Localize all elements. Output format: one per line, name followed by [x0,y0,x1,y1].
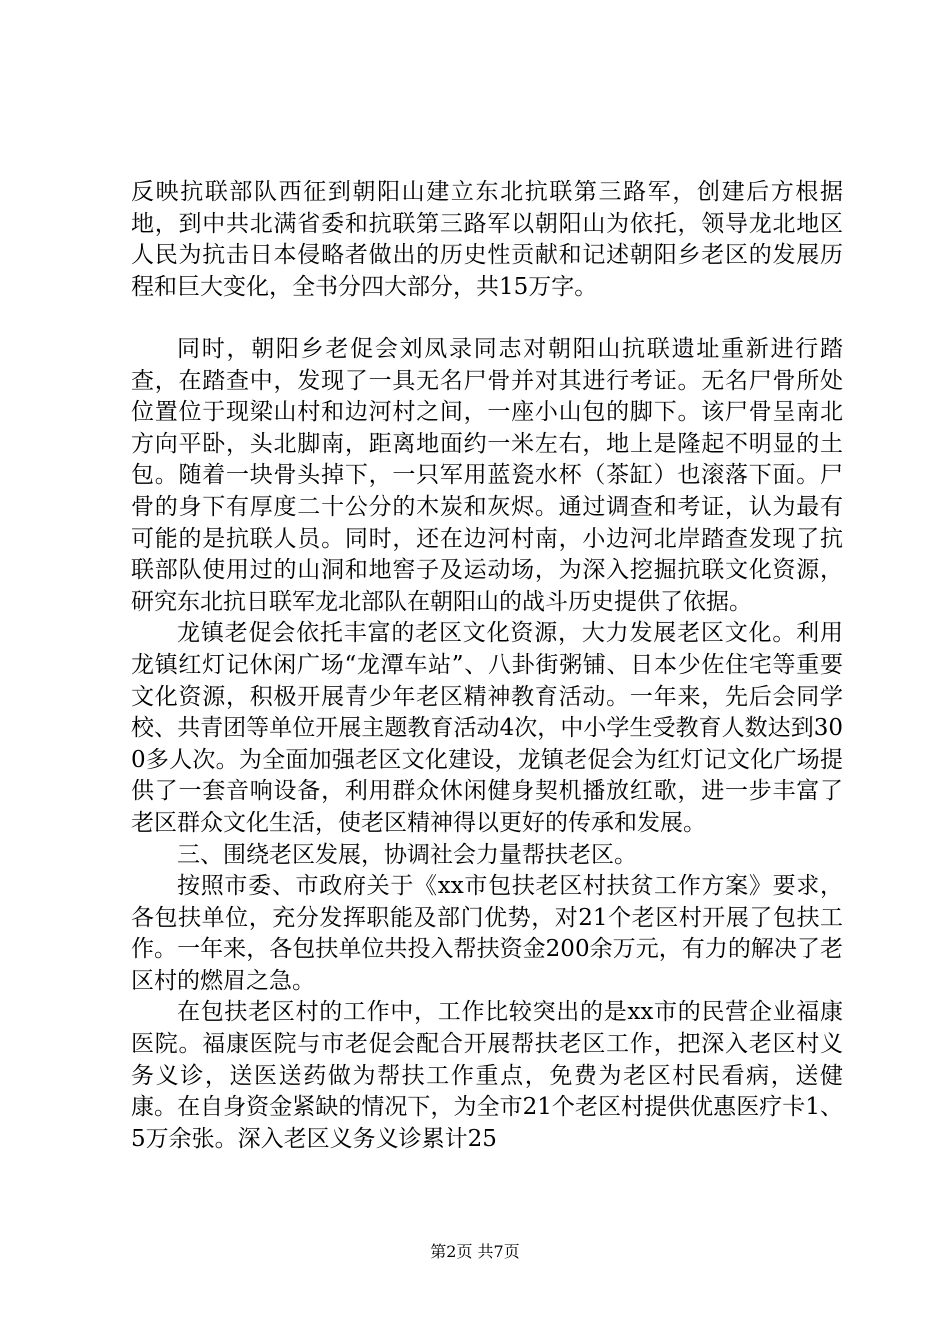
paragraph-survey: 同时，朝阳乡老促会刘凤录同志对朝阳山抗联遗址重新进行踏查，在踏查中，发现了一具无名尸骨并对其进行考证。无名尸骨所处位置位于现梁山村和边河村之间，一座小山包的脚下。该尸骨呈南北方向平卧，头北脚南，距离地面约一米左右，地上是隆起不明显的土包。随着一块骨头掉下，一只军用蓝瓷水杯（茶缸）也滚落下面。尸骨的身下有厚度二十公分的木炭和灰烬。通过调查和考证，认为最有可能的是抗联人员。同时，还在边河村南，小边河北岸踏查发现了抗联部队使用过的山洞和地窖子及运动场，为深入挖掘抗联文化资源，研究东北抗日联军龙北部队在朝阳山的战斗历史提供了依据。 [131,336,843,615]
page-footer: 第2页 共7页 [430,1242,520,1261]
paragraph-group-main [131,334,843,1155]
section-heading: 三、围绕老区发展，协调社会力量帮扶老区。 [177,841,637,868]
paragraph-hospital: 在包扶老区村的工作中，工作比较突出的是xx市的民营企业福康医院。福康医院与市老促会配合开展帮扶老区工作，把深入老区村义务义诊，送医送药做为帮扶工作重点，免费为老区村民看病，送健康。在自身资金紧缺的情况下，为全市21个老区村提供优惠医疗卡1、5万余张。深入老区义务义诊累计25 [131,999,843,1152]
paragraph-group-top [131,177,843,303]
paragraph-culture: 龙镇老促会依托丰富的老区文化资源，大力发展老区文化。利用龙镇红灯记休闲广场“龙潭车站”、八卦街粥铺、日本少佐住宅等重要文化资源，积极开展青少年老区精神教育活动。一年来，先后会同学校、共青团等单位开展主题教育活动4次，中小学生受教育人数达到300多人次。为全面加强老区文化建设，龙镇老促会为红灯记文化广场提供了一套音响设备，利用群众休闲健身契机播放红歌，进一步丰富了老区群众文化生活，使老区精神得以更好的传承和发展。 [131,620,843,836]
paragraph-continuation: 反映抗联部队西征到朝阳山建立东北抗联第三路军，创建后方根据地，到中共北满省委和抗联第三路军以朝阳山为依托，领导龙北地区人民为抗击日本侵略者做出的历史性贡献和记述朝阳乡老区的发展历程和巨大变化，全书分四大部分，共15万字。 [131,179,843,300]
paragraph-support-plan: 按照市委、市政府关于《xx市包扶老区村扶贫工作方案》要求，各包扶单位，充分发挥职能及部门优势，对21个老区村开展了包扶工作。一年来，各包扶单位共投入帮扶资金200余万元，有力的解决了老区村的燃眉之急。 [131,873,843,994]
